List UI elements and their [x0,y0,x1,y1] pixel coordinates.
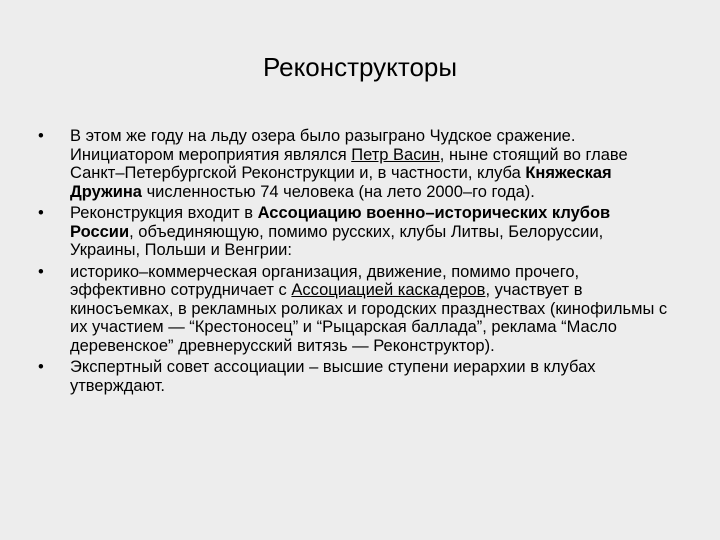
bullet-icon: • [38,262,44,281]
bullet-icon: • [38,204,44,222]
link-stunt-association[interactable]: Ассоциацией каскадеров [291,281,486,299]
item-text: , объединяющую, помимо русских, клубы Литвы, Белоруссии, Украины, Польши и Венгрии: [70,222,604,259]
item-text: историко–коммерческая организация, движение, помимо прочего, эффективно сотрудничает с [70,262,580,299]
item-text: численностью 74 человека (на лето 2000–го года). [141,182,535,201]
slide-title: Реконструкторы [262,52,458,82]
item-bold-text: Ассоциацию военно–исторических клубов России [70,204,611,241]
item-text: Реконструкция входит в [70,204,258,222]
bullet-icon: • [38,358,44,376]
item-text: В этом же году на льду озера было разыграно Чудское сражение. Инициатором мероприятия являлся [70,127,576,164]
list-item [34,358,674,395]
item-text: Экспертный совет ассоциации – высшие ступени иерархии в клубах утверждают. [70,358,596,395]
item-bold-text: Княжеская Дружина [70,164,612,201]
bullet-list [34,127,674,398]
item-text: , участвует в киносъемках, в рекламных роликах и городских празднествах (кинофильмы с их участием — “Крестоносец” и “Рыцарская баллада”, реклама “Масло деревенское” древнерусский витязь — Реконструктор). [70,281,668,355]
list-item [34,127,674,201]
list-item [34,204,674,260]
link-petr-vasin[interactable]: Петр Васин [351,145,440,164]
list-item [34,263,674,356]
bullet-icon: • [38,127,44,145]
item-text: , ныне стоящий во главе Санкт–Петербургской Реконструкции и, в частности, клуба [70,145,628,182]
